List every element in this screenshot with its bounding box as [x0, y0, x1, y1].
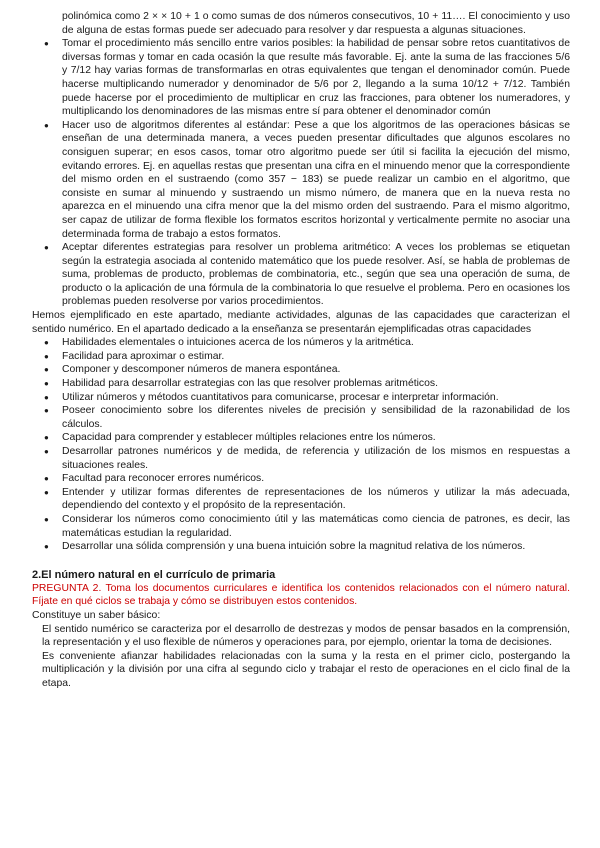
- list-item: ● Desarrollar patrones numéricos y de medida, de referencia y utilización de los mismos en respuestas a situaciones reales.: [44, 446, 570, 471]
- list-item: ● Desarrollar una sólida comprensión y una buena intuición sobre la magnitud relativa de los números.: [44, 541, 526, 553]
- strategies-list: [42, 37, 570, 309]
- list-item: ● Poseer conocimiento sobre los diferentes niveles de precisión y sensibilidad de la razonabilidad de los cálculos.: [44, 405, 570, 430]
- bullet-icon: ●: [44, 406, 49, 416]
- list-item: ● Considerar los números como conocimiento útil y las matemáticas como ciencia de patrones, es decir, las matemáticas estudian la regularidad.: [44, 513, 570, 539]
- bullet-icon: ●: [44, 243, 49, 253]
- bullet-icon: ●: [44, 365, 49, 375]
- bullet-icon: ●: [44, 447, 49, 456]
- bullet-icon: ●: [44, 514, 49, 524]
- bullet-icon: ●: [44, 392, 49, 402]
- bullet-icon: ●: [44, 338, 49, 348]
- body-paragraph: Es conveniente afianzar habilidades relacionadas con la suma y la resta en el primer ciclo, postergando la multiplicación y la división por una cifra al segundo ciclo y trabajar el resto de operaciones en el ciclo final de la etapa.: [42, 650, 570, 689]
- list-item: ● Utilizar números y métodos cuantitativos para comunicarse, procesar e interpretar información.: [44, 391, 499, 403]
- list-item: ● Capacidad para comprender y establecer múltiples relaciones entre los números.: [44, 432, 436, 444]
- list-item: ● Entender y utilizar formas diferentes de representaciones de los números y utilizar la más adecuada, dependiendo del contexto y el propósito de la representación.: [44, 486, 570, 512]
- section-heading: 2.El número natural en el currículo de primaria: [32, 568, 276, 581]
- bullet-icon: ●: [44, 39, 49, 49]
- summary-paragraph: Hemos ejemplificado en este apartado, mediante actividades, algunas de las capacidades que caracterizan el sentido numérico. En el apartado dedicado a la enseñanza se presentarán ejemplificadas otras capacidades: [32, 310, 570, 335]
- body-paragraph: El sentido numérico se caracteriza por el desarrollo de destrezas y modos de pensar basados en la comprensión, la representación y el uso flexible de números y operaciones para, por ejemplo, orientar la toma de decisiones.: [42, 623, 570, 649]
- bullet-icon: ●: [44, 487, 49, 497]
- bullet-icon: ●: [44, 474, 49, 484]
- question-prompt: PREGUNTA 2. Toma los documentos curriculares e identifica los contenidos relacionados con el número natural. Fíjate en qué ciclos se trabaja y cómo se distribuyen estos contenidos.: [32, 582, 570, 608]
- list-item: ● Habilidad para desarrollar estrategias con las que resolver problemas aritméticos.: [44, 378, 438, 390]
- list-item: ● Habilidades elementales o intuiciones acerca de los números y la aritmética.: [44, 337, 414, 349]
- list-item: ● Hacer uso de algoritmos diferentes al estándar: Pese a que los algoritmos de las operaciones básicas se enseñan de una determinada manera, a veces pueden presentar dificultades que algunos escolares no consiguen superar; en esos casos, tomar otro algoritmo puede ser útil si facilita la ejecución del mismo, evitando errores. Ej. en aquellas restas que presentan una cifra en el minuendo menor que la correspondiente del mismo orden en el sustraendo (como 357 − 183) se puede realizar un cambio en el algoritmo, que consiste en sumar al minuendo y sustraendo un mismo número, de manera que en la nueva resta no aparezca en el minuendo una cifra menor que la del mismo orden del sustraendo. Para el mismo algoritmo, ser capaz de utilizar de forma flexible los formatos escritos horizontal y verticalmente permite no asociar una determinada forma de trabajo a estos formatos.: [44, 119, 570, 240]
- list-item: ● Tomar el procedimiento más sencillo entre varios posibles: la habilidad de pensar sobre retos cuantitativos de diversas formas y tomar en cada ocasión la que resulte más favorable. Ej. ante la suma de las fracciones 5/6 y 7/12 hay varias formas de transformarlas en otras equivalentes que tengan el denominador común. Puede hacerse multiplicando numerador y denominador de 5/6 por 2, llegando a la suma 10/12 + 7/12. También puede hacerse por el procedimiento de multiplicar en cruz las fracciones, para obtener los numeradores, y multiplicando los denominadores de las mismas entre sí para obtener el denominador común: [44, 38, 570, 118]
- list-item: ● Facilidad para aproximar o estimar.: [44, 350, 225, 362]
- capacities-list: [42, 336, 570, 554]
- list-item: ● Aceptar diferentes estrategias para resolver un problema aritmético: A veces los problemas se etiquetan según la estrategia asociada al contenido matemático que los puede resolver. Así, se habla de problemas de suma, problemas de producto, problemas de combinatoria, etc., según que sea una operación de suma, de producto o la aplicación de una fórmula de la combinatoria lo que resuelve el problema. Pero en ocasiones los problemas pueden resolverse por varios procedimientos.: [44, 242, 570, 308]
- list-item: ● Componer y descomponer números de manera espontánea.: [44, 364, 341, 376]
- continuation-paragraph: polinómica como 2 × × 10 + 1 o como sumas de dos números consecutivos, 10 + 11…. El conocimiento y uso de alguna de estas formas puede ser adecuado para resolver y dar respuesta a algunas situaciones.: [62, 11, 570, 36]
- bullet-icon: ●: [44, 433, 49, 443]
- list-item: ● Facultad para reconocer errores numéricos.: [44, 473, 265, 485]
- document-content: [32, 10, 570, 691]
- bullet-icon: ●: [44, 120, 49, 130]
- bullet-icon: ●: [44, 542, 49, 552]
- basic-knowledge-label: Constituye un saber básico:: [32, 609, 161, 621]
- bullet-icon: ●: [44, 351, 49, 361]
- bullet-icon: ●: [44, 379, 49, 389]
